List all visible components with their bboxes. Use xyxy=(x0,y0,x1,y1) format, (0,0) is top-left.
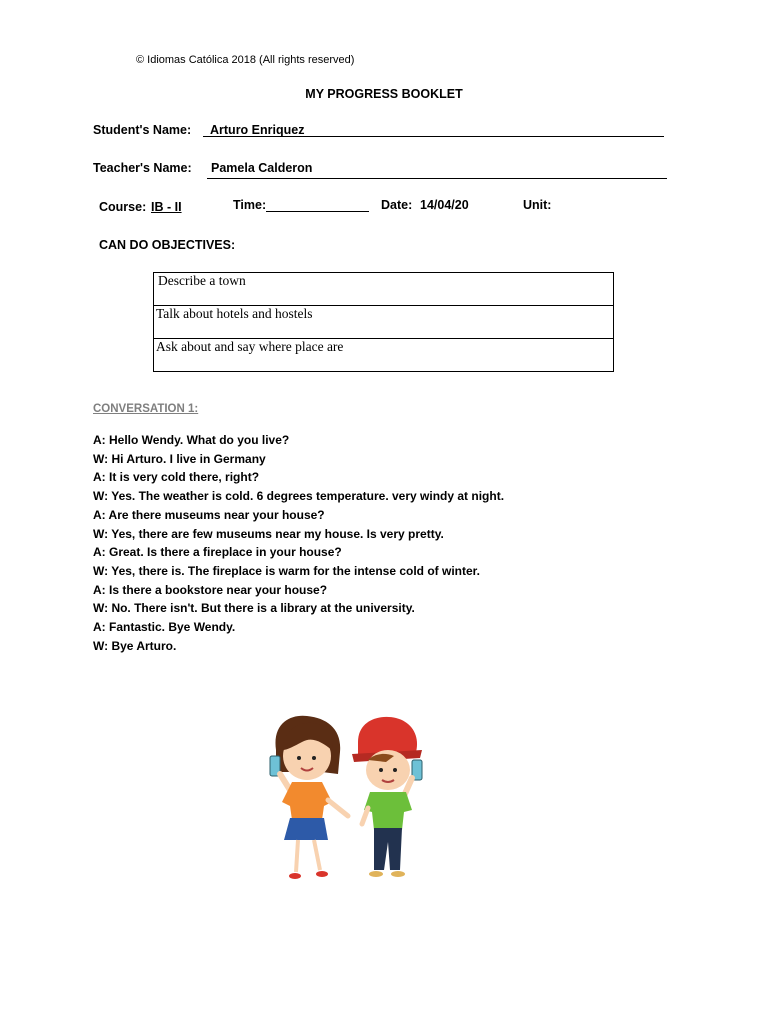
girl-figure xyxy=(270,716,348,879)
objectives-table xyxy=(153,272,614,372)
boy-figure xyxy=(352,717,422,877)
objective-cell: Ask about and say where place are xyxy=(154,339,614,372)
course-value[interactable]: IB - II xyxy=(151,200,182,214)
objective-row xyxy=(154,306,614,339)
objective-cell: Talk about hotels and hostels xyxy=(154,306,614,339)
unit-label: Unit: xyxy=(523,198,552,212)
time-label: Time: xyxy=(233,198,267,212)
objective-row xyxy=(154,339,614,372)
course-label: Course: xyxy=(99,200,147,214)
dialogue-line: W: Yes, there is. The fireplace is warm for the intense cold of winter. xyxy=(93,563,480,578)
date-label: Date: xyxy=(381,198,413,212)
copyright-notice: © Idiomas Católica 2018 (All rights reserved) xyxy=(136,54,355,66)
student-name-value[interactable]: Arturo Enriquez xyxy=(210,123,305,137)
student-name-label: Student's Name: xyxy=(93,123,192,137)
page-title: MY PROGRESS BOOKLET xyxy=(305,87,463,101)
dialogue-line: W: Yes. The weather is cold. 6 degrees temperature. very windy at night. xyxy=(93,489,505,504)
time-line xyxy=(266,211,369,212)
teacher-name-line xyxy=(207,178,667,179)
objectives-heading: CAN DO OBJECTIVES: xyxy=(99,238,236,252)
date-value[interactable]: 14/04/20 xyxy=(420,198,469,212)
dialogue-line: A: Fantastic. Bye Wendy. xyxy=(93,620,236,635)
teacher-name-value[interactable]: Pamela Calderon xyxy=(211,161,313,175)
conversation-title: CONVERSATION 1: xyxy=(93,403,199,415)
objective-cell: Describe a town xyxy=(154,273,614,306)
dialogue-line: W: Hi Arturo. I live in Germany xyxy=(93,451,266,466)
dialogue-line: W: No. There isn't. But there is a library at the university. xyxy=(93,601,415,616)
dialogue-line: A: Great. Is there a fireplace in your house? xyxy=(93,545,342,560)
dialogue-line: A: It is very cold there, right? xyxy=(93,470,260,485)
teacher-name-label: Teacher's Name: xyxy=(93,161,192,175)
dialogue-line: A: Are there museums near your house? xyxy=(93,507,325,522)
dialogue-line: W: Yes, there are few museums near my house. Is very pretty. xyxy=(93,526,444,541)
conversation-body xyxy=(93,431,504,655)
kids-on-phone-illustration xyxy=(262,712,442,887)
dialogue-line: A: Hello Wendy. What do you live? xyxy=(93,433,290,447)
dialogue-line: A: Is there a bookstore near your house? xyxy=(93,582,328,597)
objective-row xyxy=(154,273,614,306)
dialogue-line: W: Bye Arturo. xyxy=(93,638,177,653)
